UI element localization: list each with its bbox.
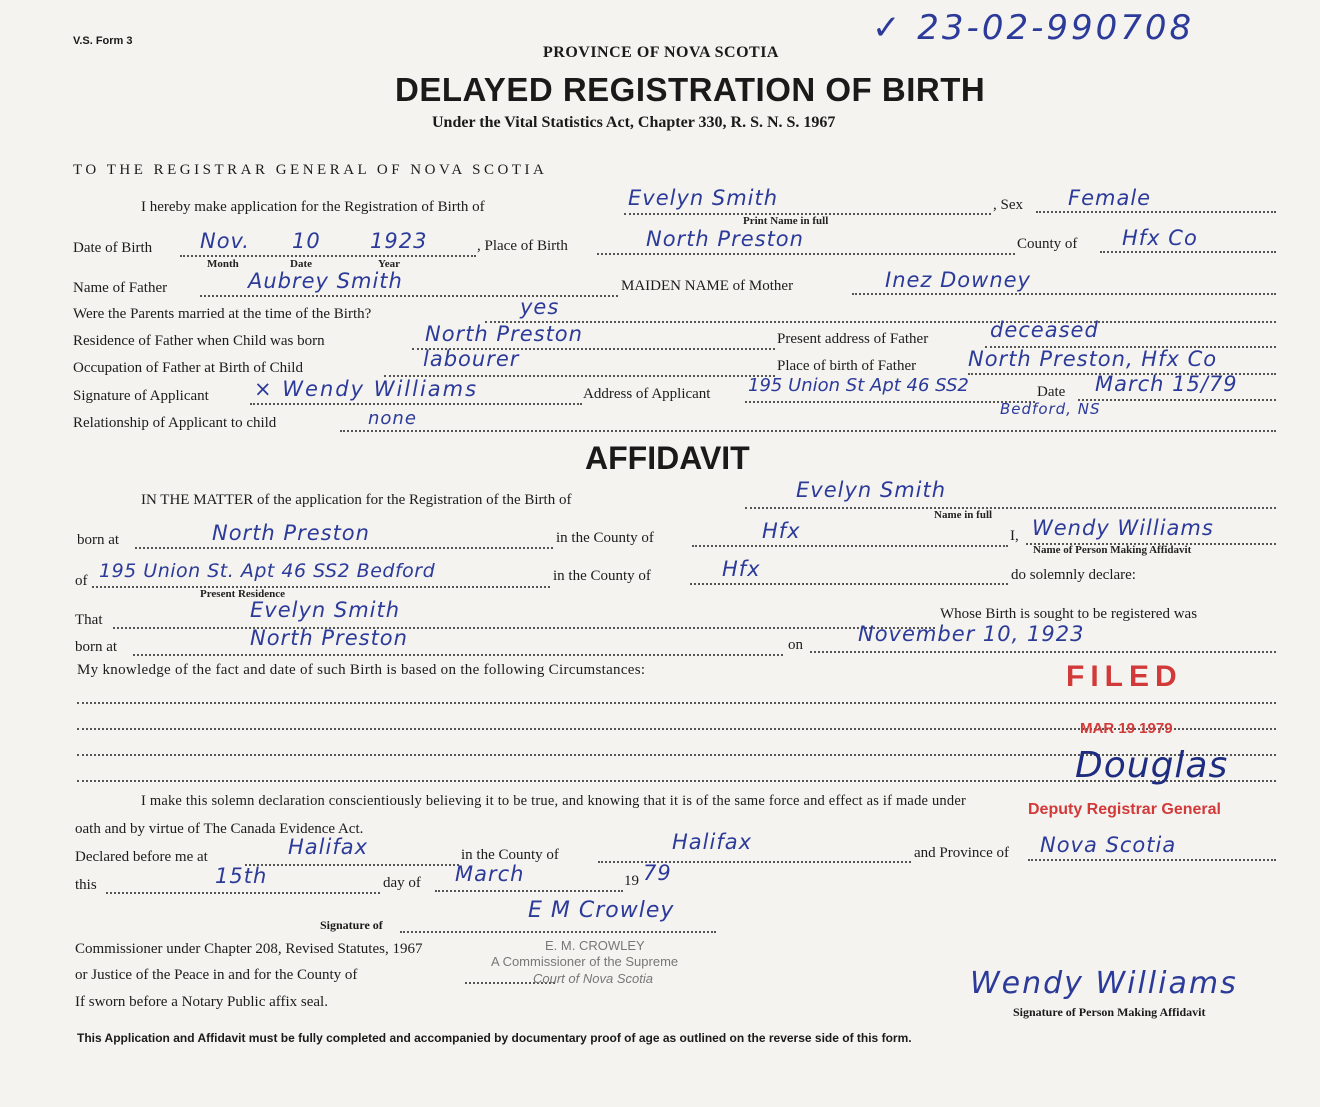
commissioner-stamp-line-1: A Commissioner of the Supreme — [491, 954, 679, 969]
dob-month: Nov. — [200, 229, 250, 253]
matter-label: IN THE MATTER of the application for the Registration of the Birth of — [141, 492, 572, 508]
month-hint: Month — [207, 258, 239, 270]
present-address-value: deceased — [990, 318, 1099, 342]
county-label: County of — [1017, 236, 1078, 252]
applicant-address-value: 195 Union St Apt 46 SS2 — [748, 375, 969, 396]
born-at-value: North Preston — [212, 521, 370, 545]
addressee: TO THE REGISTRAR GENERAL OF NOVA SCOTIA — [73, 162, 548, 178]
commissioner-label: Commissioner under Chapter 208, Revised Statutes, 1967 — [75, 941, 423, 957]
dob-line — [180, 255, 476, 257]
signature-line — [250, 403, 582, 405]
name-value: Evelyn Smith — [628, 186, 779, 210]
registrar-title-stamp: Deputy Registrar General — [1028, 801, 1221, 818]
born-at-line — [135, 547, 553, 549]
sex-value: Female — [1068, 186, 1152, 210]
form-number: V.S. Form 3 — [73, 35, 133, 47]
year-suffix: 79 — [643, 861, 672, 885]
affiant-hint: Name of Person Making Affidavit — [1033, 544, 1192, 556]
form-title: DELAYED REGISTRATION OF BIRTH — [395, 71, 986, 108]
pob-line — [597, 253, 1015, 255]
month-value: March — [455, 862, 525, 886]
year-hint: Year — [378, 258, 400, 270]
applicant-address-line — [745, 401, 1035, 403]
declaration-line-2: oath and by virtue of The Canada Evidence Act. — [75, 821, 364, 837]
county-value-2: Hfx — [762, 519, 801, 543]
signature-of-label: Signature of — [320, 918, 383, 932]
county-value-3: Hfx — [722, 557, 761, 581]
this-label: this — [75, 877, 97, 893]
born-at-label-2: born at — [75, 639, 118, 655]
on-label: on — [788, 637, 803, 653]
residence-line-2 — [92, 586, 550, 588]
whose-label: Whose Birth is sought to be registered was — [940, 606, 1198, 622]
relationship-value: none — [368, 408, 417, 429]
father-value: Aubrey Smith — [248, 269, 403, 293]
married-label: Were the Parents married at the time of the Birth? — [73, 306, 372, 322]
i-label: I, — [1010, 528, 1019, 544]
date-hint: Date — [290, 258, 312, 270]
declared-at: Halifax — [288, 835, 369, 859]
circumstances-line-1 — [77, 702, 1276, 704]
dob-label: Date of Birth — [73, 240, 153, 256]
notary-label: If sworn before a Notary Public affix seal. — [75, 994, 328, 1010]
father-label: Name of Father — [73, 280, 168, 296]
province-label: and Province of — [914, 845, 1009, 861]
mother-label: MAIDEN NAME of Mother — [621, 278, 794, 294]
county-line-3 — [690, 583, 1008, 585]
day-value: 15th — [215, 864, 268, 888]
occupation-value: labourer — [423, 347, 520, 371]
born-at-line-2 — [133, 654, 783, 656]
month-line — [435, 890, 623, 892]
present-address-label: Present address of Father — [777, 331, 929, 347]
county-label-2: in the County of — [556, 530, 654, 546]
on-value: November 10, 1923 — [858, 622, 1085, 646]
name-full-hint: Name in full — [934, 509, 993, 521]
born-at-label: born at — [77, 532, 120, 548]
pob-label-text: Place of Birth — [484, 238, 568, 254]
date-value: March 15/79 — [1095, 372, 1238, 396]
residence-hint: Present Residence — [200, 588, 286, 600]
matter-name: Evelyn Smith — [796, 478, 947, 502]
signature-label: Signature of Applicant — [73, 388, 209, 404]
father-pob-value: North Preston, Hfx Co — [968, 347, 1218, 371]
knowledge-label: My knowledge of the fact and date of such Birth is based on the following Circumstances: — [77, 662, 646, 678]
sex-line — [1036, 211, 1276, 213]
affiant-name: Wendy Williams — [1032, 516, 1214, 540]
pob-value: North Preston — [646, 227, 804, 251]
residence-label: Residence of Father when Child was born — [73, 333, 325, 349]
province-value: Nova Scotia — [1040, 833, 1177, 857]
married-line — [485, 321, 1276, 323]
married-value: yes — [520, 295, 560, 319]
declaration-line-1: I make this solemn declaration conscientiously believing it to be true, and knowing that it is of the same force and effect as if made under — [141, 793, 966, 809]
mother-line — [852, 293, 1276, 295]
sex-label: , Sex — [993, 197, 1023, 213]
day-of-label: day of — [383, 875, 421, 891]
declared-county: Halifax — [672, 830, 753, 854]
pob-label: , Place of Birth — [477, 238, 568, 254]
mother-value: Inez Downey — [885, 268, 1031, 292]
relationship-line — [340, 430, 1276, 432]
province-line — [1028, 859, 1276, 861]
county-line-2 — [692, 545, 1008, 547]
dob-day: 10 — [292, 229, 321, 253]
county-value: Hfx Co — [1122, 226, 1198, 250]
dob-year: 1923 — [370, 229, 428, 253]
county-label-3: in the County of — [553, 568, 651, 584]
on-line — [810, 651, 1276, 653]
of-label: of — [75, 573, 88, 589]
declared-label: Declared before me at — [75, 849, 208, 865]
commissioner-stamp-name: E. M. CROWLEY — [545, 938, 645, 953]
affiant-signature: Wendy Williams — [970, 966, 1238, 1001]
sex-label-text: Sex — [1000, 197, 1023, 213]
that-line — [113, 627, 935, 629]
residence-value-2: 195 Union St. Apt 46 SS2 Bedford — [99, 560, 436, 582]
that-label: That — [75, 612, 103, 628]
act-subtitle: Under the Vital Statistics Act, Chapter 330, R. S. N. S. 1967 — [432, 114, 836, 131]
province-heading: PROVINCE OF NOVA SCOTIA — [543, 44, 779, 61]
filed-stamp: FILED — [1066, 660, 1183, 693]
matter-line — [745, 507, 1276, 509]
that-value: Evelyn Smith — [250, 598, 401, 622]
name-hint: Print Name in full — [743, 215, 829, 227]
born-at-value-2: North Preston — [250, 626, 408, 650]
residence-value: North Preston — [425, 322, 583, 346]
day-line — [106, 892, 380, 894]
filed-date-stamp: MAR 19 1979 — [1080, 720, 1173, 737]
date-label: Date — [1037, 384, 1066, 400]
affidavit-title: AFFIDAVIT — [585, 440, 750, 476]
county-line — [1100, 251, 1276, 253]
affiant-signature-label: Signature of Person Making Affidavit — [1013, 1005, 1206, 1019]
father-pob-label: Place of birth of Father — [777, 358, 917, 374]
applicant-signature: × Wendy Williams — [254, 377, 479, 401]
relationship-label: Relationship of Applicant to child — [73, 415, 277, 431]
declared-county-label: in the County of — [461, 847, 559, 863]
declare-label: do solemnly declare: — [1011, 567, 1136, 583]
justice-label: or Justice of the Peace in and for the County of — [75, 967, 358, 983]
date-line — [1078, 399, 1276, 401]
intro-label: I hereby make application for the Registration of Birth of — [141, 199, 485, 215]
registrar-signature: Douglas — [1075, 745, 1229, 786]
commissioner-sig-line — [400, 931, 716, 933]
commissioner-signature: E M Crowley — [528, 898, 675, 923]
applicant-address-value-2: Bedford, NS — [1000, 400, 1101, 418]
occupation-label: Occupation of Father at Birth of Child — [73, 360, 303, 376]
commissioner-stamp-line-2: Court of Nova Scotia — [533, 971, 653, 986]
applicant-address-label: Address of Applicant — [583, 386, 711, 402]
footer-note: This Application and Affidavit must be fully completed and accompanied by documentary proof of age as outlined on the reverse side of this form. — [77, 1031, 912, 1045]
registration-number: ✓ 23-02-990708 — [872, 8, 1195, 48]
declared-line — [245, 864, 459, 866]
year-prefix: 19 — [624, 873, 639, 889]
